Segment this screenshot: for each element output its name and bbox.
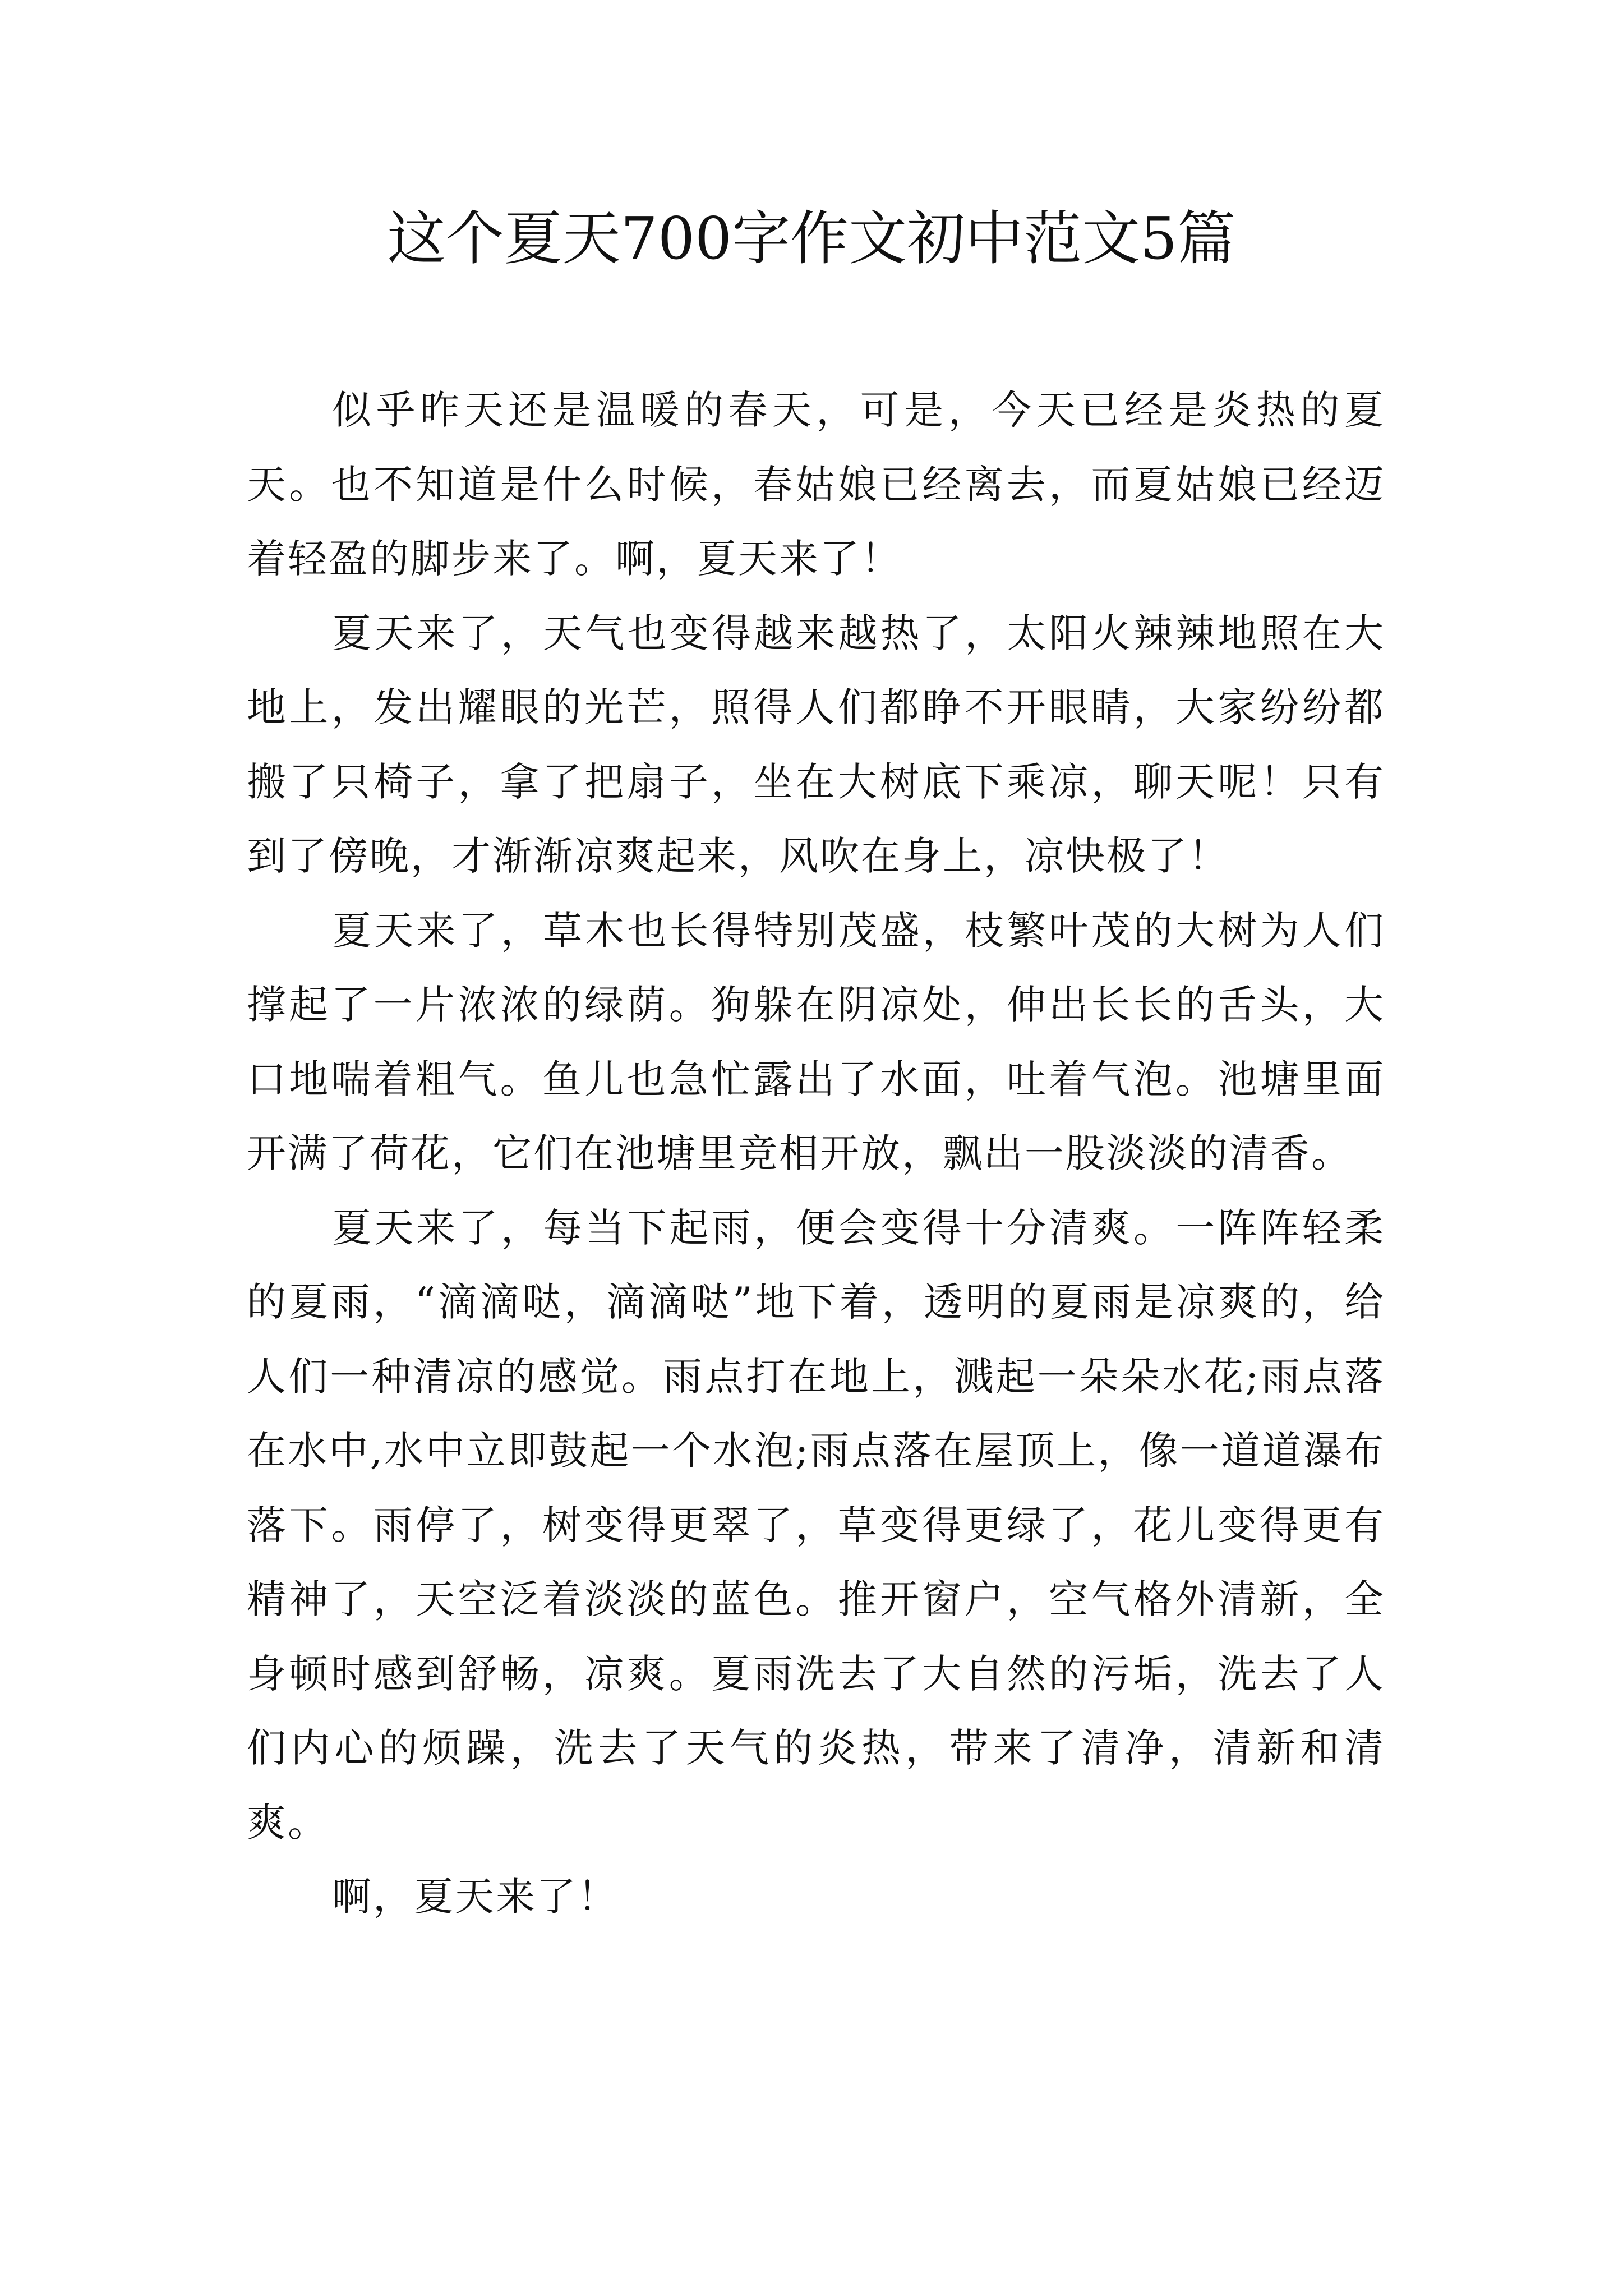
paragraph-5: 啊，夏天来了！ [332, 1874, 619, 1920]
paragraph-1: 似乎昨天还是温暖的春天，可是，今天已经是炎热的夏天。也不知道是什么时候，春姑娘已经离去，而夏姑娘已经迈着轻盈的脚步来了。啊，夏天来了！ [247, 387, 1385, 582]
paragraph-4: 夏天来了，每当下起雨，便会变得十分清爽。一阵阵轻柔的夏雨，“滴滴哒，滴滴哒”地下着，透明的夏雨是凉爽的，给人们一种清凉的感觉。雨点打在地上，溅起一朵朵水花;雨点落在水中,水中立即鼓起一个水泡;雨点落在屋顶上，像一道道瀑布落下。雨停了，树变得更翠了，草变得更绿了，花儿变得更有精神了，天空泛着淡淡的蓝色。推开窗户，空气格外清新，全身顿时感到舒畅，凉爽。夏雨洗去了大自然的污垢，洗去了人们内心的烦躁，洗去了天气的炎热，带来了清净，清新和清爽。 [247, 1204, 1385, 1846]
document-body [247, 373, 1385, 1934]
paragraph-3: 夏天来了，草木也长得特别茂盛，枝繁叶茂的大树为人们撑起了一片浓浓的绿荫。狗躲在阴凉处，伸出长长的舌头，大口地喘着粗气。鱼儿也急忙露出了水面，吐着气泡。池塘里面开满了荷花，它们在池塘里竞相开放，飘出一股淡淡的清香。 [247, 907, 1385, 1176]
document-title: 这个夏天700字作文初中范文5篇 [387, 204, 1236, 273]
paragraph-2: 夏天来了，天气也变得越来越热了，太阳火辣辣地照在大地上，发出耀眼的光芒，照得人们都睁不开眼睛，大家纷纷都搬了只椅子，拿了把扇子，坐在大树底下乘凉，聊天呢！只有到了傍晚，才渐渐凉爽起来，风吹在身上，凉快极了！ [247, 610, 1385, 879]
